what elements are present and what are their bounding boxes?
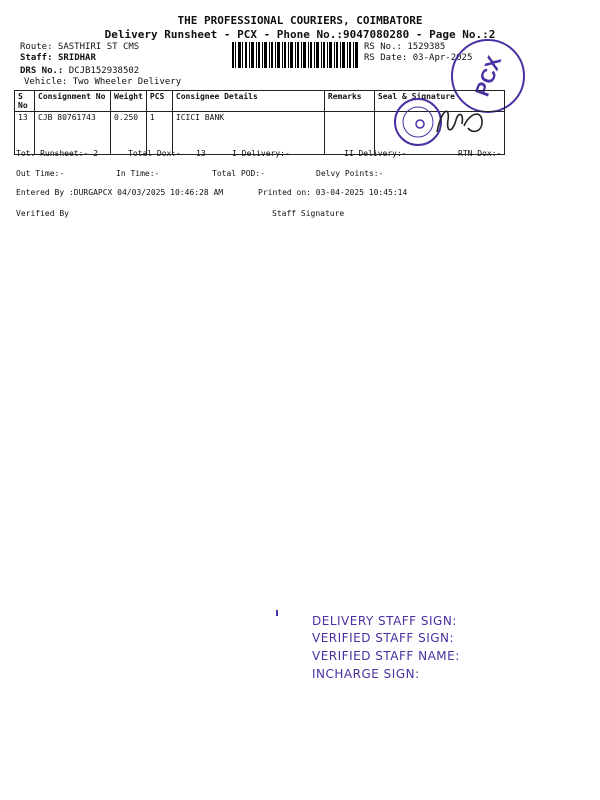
cell-consignee: ICICI BANK bbox=[172, 112, 324, 155]
drs-label: DRS No.: bbox=[20, 66, 64, 76]
col-pcs: PCS bbox=[146, 91, 172, 112]
company-title: THE PROFESSIONAL COURIERS, COIMBATORE bbox=[177, 14, 423, 27]
staff-line bbox=[20, 53, 96, 63]
staff-signature-label: Staff Signature bbox=[272, 209, 345, 218]
col-consignee-details: Consignee Details bbox=[172, 91, 324, 112]
entered-by: Entered By :DURGAPCX 04/03/2025 10:46:28 AM bbox=[16, 188, 224, 197]
col-remarks: Remarks bbox=[324, 91, 374, 112]
staff-label: Staff: bbox=[20, 53, 53, 63]
staff-value: SRIDHAR bbox=[57, 53, 96, 63]
cell-s-no: 13 bbox=[15, 112, 35, 155]
col-seal-signature: Seal & Signature bbox=[374, 91, 504, 112]
stamp-delivery-staff-sign: DELIVERY STAFF SIGN: bbox=[312, 614, 457, 628]
stamp-verified-staff-sign: VERIFIED STAFF SIGN: bbox=[312, 631, 455, 645]
in-time: In Time:- bbox=[116, 169, 160, 178]
stamp-mark bbox=[276, 610, 278, 616]
out-time: Out Time:- bbox=[16, 169, 65, 178]
rs-date: RS Date: 03-Apr-2025 bbox=[364, 53, 473, 63]
cell-weight: 0.250 bbox=[111, 112, 147, 155]
stamp-verified-staff-name: VERIFIED STAFF NAME: bbox=[312, 649, 460, 663]
verified-by-label: Verified By bbox=[16, 209, 69, 218]
runsheet-subtitle: Delivery Runsheet - PCX - Phone No.:9047080280 - Page No.:2 bbox=[104, 28, 496, 41]
vehicle-label: Vehicle: Two Wheeler Delivery bbox=[24, 77, 182, 87]
stamp-incharge-sign: INCHARGE SIGN: bbox=[312, 667, 420, 681]
total-dox-value: 13 bbox=[196, 149, 206, 158]
ii-delivery: II Delivery:- bbox=[344, 149, 407, 158]
col-consignment-no: Consignment No bbox=[35, 91, 111, 112]
route-label: Route: SASTHIRI ST CMS bbox=[20, 42, 140, 52]
i-delivery: I Delivery:- bbox=[232, 149, 290, 158]
bank-seal-and-signature bbox=[392, 98, 502, 150]
pcx-stamp-text: PCX bbox=[471, 53, 507, 100]
col-s-no: S No bbox=[15, 91, 35, 112]
printed-on: Printed on: 03-04-2025 10:45:14 bbox=[258, 188, 408, 197]
cell-pcs: 1 bbox=[146, 112, 172, 155]
total-dox-label: Total Dox:- bbox=[128, 149, 181, 158]
barcode bbox=[232, 42, 360, 68]
rs-number: RS No.: 1529385 bbox=[364, 42, 446, 52]
total-pod: Total POD:- bbox=[212, 169, 265, 178]
rtn-dox: RTN Dox:- bbox=[458, 149, 502, 158]
col-weight: Weight bbox=[111, 91, 147, 112]
tot-runsheet: Tot. Runsheet:- 2 bbox=[16, 149, 98, 158]
delvy-points: Delvy Points:- bbox=[316, 169, 384, 178]
cell-consignment-no: CJB 80761743 bbox=[35, 112, 111, 155]
drs-value: DCJB152938502 bbox=[68, 66, 140, 76]
drs-line bbox=[20, 66, 139, 76]
